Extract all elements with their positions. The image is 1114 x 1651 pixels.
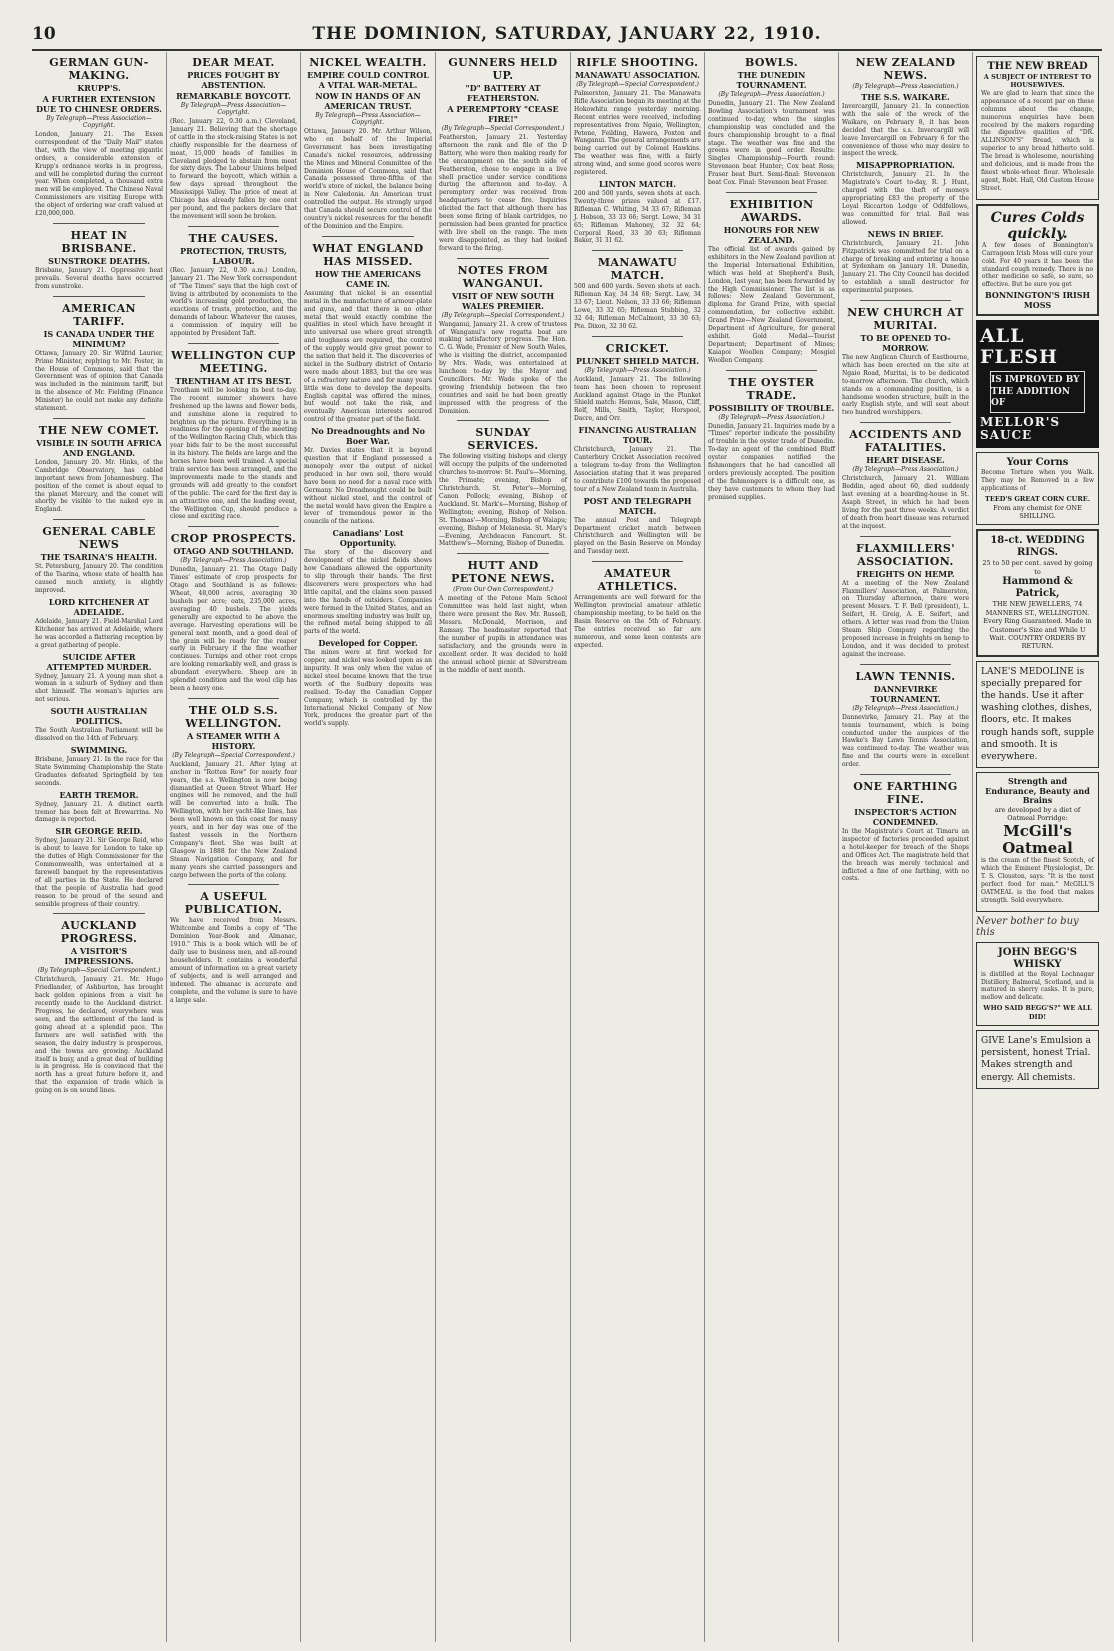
headline: NOTES FROM WANGANUI.	[457, 263, 549, 290]
headline: NEW CHURCH AT MURITAI.	[847, 306, 964, 333]
subheadline: VISIT OF NEW SOUTH WALES PREMIER.	[451, 290, 555, 311]
divider	[457, 258, 549, 259]
headline: CRICKET.	[605, 341, 670, 355]
ad-text: is distilled at the Royal Lochnagar Distillery, Balmoral, Scotland, and is matured in sherry casks. It is pure, mellow and delicate.	[981, 970, 1094, 1002]
headline: HEAT IN BRISBANE.	[61, 228, 137, 255]
article-body: Adelaide, January 21. Field-Marshal Lord Kitchener has arrived at Adelaide, where he was accorded a flattering reception by a great gathering of people.	[35, 617, 163, 649]
headline: GERMAN GUN-MAKING.	[49, 56, 149, 82]
ad-subtitle: A SUBJECT OF INTEREST TO HOUSEWIVES.	[983, 73, 1092, 90]
subheadline: HOW THE AMERICANS CAME IN.	[315, 268, 421, 289]
ad-slogan: WHO SAID BEGG'S?" WE ALL DID!	[983, 1004, 1092, 1021]
divider	[592, 336, 683, 337]
subheadline: MANAWATU ASSOCIATION.	[575, 70, 700, 80]
article-body: St. Petersburg, January 20. The condition of the Tsarina, whose state of health has caused much anxiety, is slightly improved.	[35, 563, 163, 594]
headline: THE NEW COMET.	[38, 423, 160, 437]
subheadline: FREIGHTS ON HEMP.	[856, 568, 955, 579]
byline: By Telegraph—Press Association—Copyright.	[180, 102, 287, 116]
article-body: Arrangements are well forward for the Wellington provincial amateur athletic championship meeting, to be held on the Basin Reserve on the 5th of February. The entries received so far are numerous, and some keen contests are expected.	[574, 594, 701, 649]
byline: (By Telegraph—Press Association.)	[852, 704, 959, 712]
subheadline: THE S.S. WAIKARE.	[861, 92, 950, 102]
headline: SUNDAY SERVICES.	[467, 426, 539, 453]
divider	[188, 526, 279, 527]
article-body: At a meeting of the New Zealand Flaxmillers' Association, at Palmerston, on Thursday afternoon, there were present Messrs. T. F. Bell (president), L. Seifert, H. Greig, A. E. Seifert, and others. A letter was read from the Union Steam Ship Company regarding the proposed increase in freights on hemp to London, and it was decided to protest against the increase.	[842, 579, 969, 658]
article-body: Christchurch, January 21. William Beddin, aged about 60, died suddenly last evening at a boarding-house in St. Asaph Street, in which he had been living for the past three weeks. A verdict of death from heart disease was returned at the inquest.	[842, 475, 969, 530]
ad-text: is the cream of the finest Scotch, of which the Eminent Physiologist, Dr. T. S. Clouston, says: "It is the most perfect food for man." McGILL'S OATMEAL is the food that makes strength. Sold everywhere.	[981, 857, 1094, 904]
headline: AMATEUR ATHLETICS.	[597, 567, 678, 594]
ad-mcgills-oatmeal	[976, 772, 1099, 912]
ad-word-all: ALL	[980, 325, 1025, 348]
divider	[53, 223, 145, 224]
divider	[188, 884, 279, 885]
headline: MANAWATU MATCH.	[597, 256, 678, 283]
column-5	[570, 52, 704, 1642]
ad-brand: MELLOR'S SAUCE	[980, 415, 1061, 443]
divider	[188, 343, 279, 344]
subheadline: A STEAMER WITH A HISTORY.	[187, 730, 280, 751]
article-body: Auckland, January 21. The following team has been chosen to represent Auckland against Otago in the Plunket Shield match: Hemus, Sale, Mason, Cliff, Relf, Mills, Smith, Taylor, Horspool, Dacre, and Orr.	[574, 375, 701, 423]
article-body: Ottawa, January 20. Sir Wilfrid Laurier, Prime Minister, replying to Mr. Foster, in the House of Commons, said that the Government was of opinion that Canada was included in the minimum tariff, but in the absence of Mr. Fielding (Finance Minister) he could not make any definite statement.	[35, 349, 163, 413]
subheadline: OTAGO AND SOUTHLAND.	[173, 546, 294, 557]
subheadline: KRUPP'S.	[77, 83, 121, 93]
divider	[726, 370, 817, 371]
article-body: Ottawa, January 20. Mr. Arthur Wilson, who on behalf of the Imperial Government has been investigating Canada's nickel resources, addressing the Mines and Mineral Committee of the Dominion House of Commons, said that Canada possessed three-fifths of the world's store of nickel, the balance being in New Caledonia. An American trust controlled the output. He strongly urged that Canada should secure control of the country's nickel resources for the benefit of the Dominion and the Empire.	[304, 128, 432, 230]
article-body: Dannevirke, January 21. Play at the tennis tournament, which is being conducted under the auspices of the Hawke's Bay Lawn Tennis Association, was continued to-day. The weather was fine and the courts were in excellent order.	[842, 713, 969, 769]
headline: HUTT AND PETONE NEWS.	[451, 559, 555, 586]
subheadline: INSPECTOR'S ACTION CONDEMNED.	[854, 807, 957, 828]
article-body: Featherston, January 21. Yesterday afternoon the rank and file of the D Battery, who were then making ready for the encampment on the south side of Featherston, chose to engage in a live shell practice under service conditions during the afternoon and to-day. A peremptory order was received from headquarters to cease fire. Inquiries elicited the fact that although there has been some firing of blank cartridges, no permission had been granted for practice with live shell on the range. The men were disappointed, as they had looked forward to the firing.	[439, 134, 567, 252]
article-body: The story of the discovery and development of the nickel fields shows how Canadians allowed the opportunity to slip through their hands. The first discoverers were prospectors who had little capital, and the claims soon passed into the hands of outsiders. Companies were formed in the United States, and an enormous smelting industry was built up, the refined metal being shipped to all parts of the world.	[304, 549, 432, 636]
article-body: Assuming that nickel is an essential metal in the manufacture of armour-plate and guns, and that there is no other metal that would exactly combine the qualities in steel which have brought it into universal use where great strength and toughness are required, the control of the supply would give great power to the nation that held it. The discoveries of nickel in the Sudbury district of Ontario were made about 1883, but the ore was of a refractory nature and for many years little was done to develop the deposits. English capital was offered the mines, but would not take the risk, and eventually American interests secured control of the greater part of the field.	[304, 289, 432, 424]
article-body: Trentham will be looking its best to-day. The recent summer showers have freshened up the lawns and flower beds, and sunshine alone is required to brighten up the picture. Everything is in readiness for the opening of the meeting of the Wellington Racing Club, which this year bids fair to be the most successful in its history. The fields are large and the horses have been well trained. A special train service has been arranged, and the improvements made to the stands and grounds will add greatly to the comfort of the public. The card for the first day is an attractive one, and the leading event, the Wellington Cup, should produce a close and exciting race.	[170, 386, 297, 521]
article-body: Dunedin, January 21. The New Zealand Bowling Association's tournament was continued to-day, when the singles championship was concluded and the fours championship brought to a final stage. The weather was fine and the greens were in good order. Results: Singles Championship—Fourth round: Stevenson beat Hunter; Cox beat Ross; Fraser beat Burt. Semi-final: Stevenson beat Cox. Final: Stevenson beat Fraser.	[708, 100, 835, 187]
headline: THE OLD S.S. WELLINGTON.	[185, 703, 282, 730]
divider	[860, 774, 951, 775]
column-2	[166, 52, 300, 1642]
byline: (By Telegraph—Special Correspondent.)	[441, 125, 565, 132]
subheadline: EARTH TREMOR.	[59, 789, 139, 800]
headline: FLAXMILLERS' ASSOCIATION.	[855, 541, 956, 568]
ad-bonnington-irish-moss	[976, 204, 1099, 317]
subheadline: HEART DISEASE.	[866, 455, 945, 466]
headline: DEAR MEAT.	[192, 56, 275, 69]
subheadline: REMARKABLE BOYCOTT.	[176, 91, 291, 101]
divider	[457, 420, 549, 421]
divider	[457, 553, 549, 554]
article-body: 200 and 500 yards, seven shots at each. Twenty-three prizes valued at £17. Rifleman C. Whiting, 34 33 67; Rifleman J. Hobson, 33 33 66; Sergt. Lowe, 34 31 65; Rifleman Mahoney, 32 32 64; Corporal Reed, 33 30 63; Rifleman Baker, 31 31 62.	[574, 189, 701, 245]
subheadline: DANNEVIRKE TOURNAMENT.	[870, 683, 941, 704]
subheadline: THE DUNEDIN TOURNAMENT.	[736, 70, 807, 90]
subheadline: EMPIRE COULD CONTROL A VITAL WAR-METAL.	[307, 70, 429, 90]
newspaper-title: THE DOMINION, SATURDAY, JANUARY 22, 1910.	[312, 24, 822, 44]
ad-text: IS IMPROVED BY THE ADDITION OF	[990, 371, 1085, 413]
byline: (By Telegraph—Special Correspondent.)	[37, 967, 161, 975]
ad-new-bread	[976, 56, 1099, 200]
subheadline: IS CANADA UNDER THE MINIMUM?	[43, 328, 155, 349]
subheadline: THE TSARINA'S HEALTH.	[40, 552, 158, 563]
article-body: Sydney, January 21. A distinct earth tremor has been felt at Brewarrina. No damage is reported.	[35, 800, 163, 824]
headline: BOWLS.	[745, 56, 798, 69]
subheadline: HONOURS FOR NEW ZEALAND.	[723, 224, 820, 245]
headline: GENERAL CABLE NEWS	[42, 525, 156, 552]
byline: (By Telegraph—Press Association.)	[852, 83, 959, 90]
byline: (By Telegraph—Press Association.)	[718, 91, 825, 98]
article-body: The mines were at first worked for copper, and nickel was looked upon as an impurity. It was only when the value of nickel steel became known that the true worth of the Sudbury deposits was realised. To-day the Canadian Copper Company, which is controlled by the International Nickel Company of New York, produces the greater part of the world's supply.	[304, 649, 432, 728]
ad-brand: BONNINGTON'S IRISH MOSS	[984, 290, 1091, 310]
ad-brand: TEED'S GREAT CORN CURE.	[985, 495, 1090, 504]
article-body: Wanganui, January 21. A crew of trustees of Wanganui's new regatta boat are making satisfactory progress. The Hon. C. G. Wade, Premier of New South Wales, who is visiting the district, accompanied by Mrs. Wade, was entertained at luncheon to-day by the Mayor and Councillors. Mr. Wade spoke of the growing friendship between the two countries and said he had been greatly impressed with the progress of the Dominion.	[439, 320, 567, 415]
headline: NEW ZEALAND NEWS.	[855, 56, 956, 82]
article-body: 500 and 600 yards. Seven shots at each. Rifleman Kay, 34 34 68; Sergt. Law, 34 33 67; Lieut. Nelson, 33 33 66; Rifleman Lowe, 33 32 65; Rifleman Stubbing, 32 32 64; Rifleman McCalmont, 33 30 63; Pte. Dixon, 32 30 62.	[574, 283, 701, 330]
page-number: 10	[32, 24, 56, 44]
ad-address: THE NEW JEWELLERS, 74 MANNERS ST., WELLINGTON.	[985, 600, 1090, 617]
headline: AUCKLAND PROGRESS.	[60, 919, 138, 946]
article-body: In the Magistrate's Court at Timaru an inspector of factories proceeded against a hotel-keeper for breach of the Shops and Offices Act. The magistrate held that the breach was merely technical and inflicted a fine of one farthing, with no costs.	[842, 828, 969, 883]
article-body: Christchurch, January 21. Mr. Hugo Friedlander, of Ashburton, has brought back golden opinions from a visit he recently made to the Auckland district. Progress, he declared, everywhere was seen, and the settlement of the land is going ahead at a splendid pace. The farmers are well satisfied with the season, the dairy industry is prosperous, and the towns are growing. Auckland itself is busy, and a great deal of building is in progress. He is convinced that the north has a great future before it, and that the expansion of trade which is going on is on sound lines.	[35, 976, 163, 1095]
article-body: Brisbane, January 21. In the race for the State Swimming Championship the State Graduates defeated Springfield by ten seconds.	[35, 755, 163, 787]
subheadline: VISIBLE IN SOUTH AFRICA AND ENGLAND.	[36, 437, 162, 458]
divider	[53, 913, 145, 914]
article-body: The South Australian Parliament will be dissolved on the 14th of February.	[35, 727, 163, 743]
byline: (By Telegraph—Press Association.)	[718, 413, 825, 421]
ad-title: Your Corns	[1006, 457, 1069, 469]
column-8-advertisements	[972, 52, 1102, 1642]
subheadline: Developed for Copper.	[318, 638, 418, 649]
article-body: Auckland, January 21. After lying at anchor in "Rotten Row" for nearly four years, the s.s. Wellington is now being dismantled at Queen Street Wharf. Her engines will be removed, and the hull will be converted into a hulk. The Wellington, with her yacht-like lines, has been well known on this coast for many years, and in her day was one of the fastest vessels in the Northern Company's fleet. She was built at Glasgow in 1888 for the New Zealand Steam Navigation Company, and for many years she carried passengers and cargo between the ports of the colony.	[170, 760, 297, 879]
article-body: Mr. Davies states that it is beyond question that if England possessed a monopoly over the output of nickel produced in her own soil, there would have been no need for a naval race with Germany. No Dreadnought could be built without nickel steel, and the control of the metal would have given the Empire a lever of tremendous power in the councils of the nations.	[304, 447, 432, 526]
page-columns	[32, 52, 1102, 1642]
ad-lanes-emulsion	[976, 1030, 1099, 1089]
ad-mellors-sauce	[976, 320, 1099, 448]
article-body: London, January 20. Mr. Hinks, of the Cambridge Observatory, has cabled important news from Johannesburg. The position of the comet is about equal to the planet Mercury, and the comet will shortly be visible to the naked eye in England.	[35, 458, 163, 514]
article-body: Brisbane, January 21. Oppressive heat prevails. Several deaths have occurred from sunstroke.	[35, 266, 163, 290]
divider	[322, 236, 414, 237]
article-body: (Rec. January 22, 0.30 a.m.) Cleveland, January 21. Believing that the shortage of cattle in the stock-raising States is not chiefly responsible for the dearness of meat, 15,000 heads of families in Cleveland pledged to abstain from meat for sixty days. The Labour Unions helped to forward the boycott, which within a few days spread throughout the Mississippi Valley. The price of meat at Chicago has already fallen by one cent per pound, and the packers declare that the movement will soon be broken.	[170, 118, 297, 220]
headline: ACCIDENTS AND FATALITIES.	[849, 428, 962, 455]
headline: WHAT ENGLAND HAS MISSED.	[312, 241, 424, 268]
ad-title: JOHN BEGG'S WHISKY	[998, 946, 1077, 970]
divider	[592, 250, 683, 251]
headline: THE OYSTER TRADE.	[728, 375, 815, 402]
divider	[53, 296, 145, 297]
article-body: Sydney, January 21. Sir George Reid, who is about to leave for London to take up the duties of High Commissioner for the Commonwealth, was entertained at a farewell banquet by the representatives of all parties in the State. He declared that the people of Australia had good reason to be proud of the sound and sensible progress of their country.	[35, 837, 163, 908]
subheadline: NOW IN HANDS OF AN AMERICAN TRUST.	[315, 91, 421, 111]
headline: AMERICAN TARIFF.	[62, 301, 136, 328]
subheadline: PLUNKET SHIELD MATCH.	[575, 355, 700, 366]
headline: THE CAUSES.	[188, 231, 279, 245]
article-body: Invercargill, January 21. In connection with the sale of the wreck of the Waikare, on February 8, it has been decided that the s.s. Invercargill will leave Invercargill on February 6 for the convenience of those who may desire to inspect the wreck.	[842, 103, 969, 158]
byline: By Telegraph—Press Association—Copyright.	[46, 115, 152, 129]
ad-extra: Every Ring Guaranteed. Made in Customer's Size and While U Wait. COUNTRY ORDERS BY RETURN.	[983, 617, 1092, 651]
byline: (By Telegraph—Special Correspondent.)	[576, 81, 699, 88]
ad-john-beggs-whisky	[976, 942, 1099, 1027]
subheadline: SUNSTROKE DEATHS.	[48, 255, 150, 266]
subheadline: POST AND TELEGRAPH MATCH.	[583, 495, 692, 516]
article-body: Sydney, January 21. A young man shot a woman in a suburb of Sydney and then shot himself. The woman's injuries are not serious.	[35, 672, 163, 704]
column-6	[704, 52, 838, 1642]
subheadline: LORD KITCHENER AT ADELAIDE.	[48, 596, 150, 617]
ad-text: GIVE Lane's Emulsion a persistent, honest Trial. Makes strength and energy. All chemists.	[981, 1036, 1091, 1083]
article-body: Christchurch, January 21. The Canterbury Cricket Association received a telegram to-day from the Wellington Association stating that it was prepared to contribute £100 towards the proposed tour of a New Zealand team in Australia.	[574, 446, 701, 493]
column-3	[300, 52, 435, 1642]
ad-brand: Hammond & Patrick,	[1002, 576, 1073, 600]
article-body: The following visiting bishops and clergy will occupy the pulpits of the undernoted churches to-morrow: St. Paul's—Morning, the Primate; evening, Bishop of Christchurch. St. Peter's—Morning, Canon Pollock; evening, Bishop of Auckland. St. Mark's—Morning, Bishop of Wellington; evening, Bishop of Nelson. St. Thomas'—Morning, Bishop of Waiapu; evening, Bishop of Melanesia. St. Mary's—Evening, Archdeacon Fancourt. St. Matthew's—Morning, Bishop of Dunedin.	[439, 453, 567, 548]
column-7	[838, 52, 972, 1642]
divider	[592, 561, 683, 562]
headline: WELLINGTON CUP MEETING.	[171, 348, 296, 375]
ad-title: Strength and Endurance, Beauty and Brains	[985, 776, 1090, 806]
subheadline: SOUTH AUSTRALIAN POLITICS.	[50, 706, 148, 727]
divider	[860, 664, 951, 665]
subheadline: POSSIBILITY OF TROUBLE.	[708, 402, 835, 413]
ad-word-flesh: FLESH	[980, 346, 1059, 369]
subheadline: SUICIDE AFTER ATTEMPTED MURDER.	[46, 651, 152, 672]
masthead-rule	[32, 49, 1102, 51]
ad-text: Become Torture when you Walk. They may be Removed in a few applications of	[981, 469, 1094, 493]
byline: By Telegraph—Press Association—Copyright.	[315, 112, 421, 126]
subheadline: PRICES FOUGHT BY ABSTENTION.	[187, 70, 280, 90]
subheadline: PROTECTION, TRUSTS, LABOUR.	[180, 245, 287, 266]
subheadline: LINTON MATCH.	[599, 178, 676, 189]
column-1	[32, 52, 166, 1642]
article-body: Christchurch, January 21. John Fitzpatrick was committed for trial on a charge of breaking and entering a house at Sydenham on January 18. Dunedin, January 21. The City Council has decided to establish a small destructor for experimental purposes.	[842, 239, 969, 295]
divider	[726, 192, 817, 193]
subheadline: A FURTHER EXTENSION DUE TO CHINESE ORDERS.	[36, 94, 162, 114]
byline: (By Telegraph—Special Correspondent.)	[172, 751, 295, 759]
byline: (By Telegraph—Press Association.)	[852, 466, 959, 474]
byline: (By Telegraph—Special Correspondent.)	[441, 311, 565, 319]
ad-corn-cure	[976, 452, 1099, 525]
ad-text: LANE'S MEDOLINE is specially prepared for the hands. Use it after washing clothes, dishes, floors, etc. It makes rough hands soft, supple and smooth. It is everywhere.	[981, 666, 1094, 762]
article-body: The annual Post and Telegraph Department cricket match between Christchurch and Wellington will be played on the Basin Reserve on Monday and Tuesday next.	[574, 516, 701, 556]
subheadline: Canadians' Lost Opportunity.	[332, 528, 404, 549]
handwritten-note: Never bother to buy this	[976, 915, 1079, 938]
ad-text: A few doses of Bonnington's Carrageen Irish Moss will cure your cold. For 40 years it has been the standard cough remedy. There is no other medicine so safe, so sure, so effective. But be sure you get	[982, 241, 1093, 289]
byline: (From Our Own Correspondent.)	[453, 586, 553, 594]
article-body: Palmerston, January 21. The Manawatu Rifle Association began its meeting at the Hokowhitu range yesterday morning. Recent entries were received, including representatives from Ngaio, Wellington, Petone, Feilding, Hawera, Foxton and Wanganui. The general arrangements are being carried out by Colonel Hawkins. The weather was fine, with a fairly strong wind, and some good scores were registered.	[574, 90, 702, 177]
divider	[860, 422, 951, 423]
subheadline: SIR GEORGE REID.	[55, 826, 143, 837]
article-body: London, January 21. The Essen correspondent of the "Daily Mail" states that, with the view of meeting gigantic orders, a considerable extension of Krupp's ordnance works is in progress, and will be completed during the current year. When completed, a thousand extra men will be employed. The Chinese Naval Commissioners are visiting Europe with the object of ordering war craft valued at £20,000,000.	[35, 131, 163, 218]
subheadline: No Dreadnoughts and No Boer War.	[311, 426, 425, 447]
subheadline: TO BE OPENED TO-MORROW.	[860, 333, 951, 354]
headline: GUNNERS HELD UP.	[448, 56, 558, 82]
divider	[188, 698, 279, 699]
subheadline: NEWS IN BRIEF.	[867, 228, 944, 239]
ad-title: Cures Colds quickly.	[990, 209, 1085, 242]
subheadline: MISAPPROPRIATION.	[856, 160, 955, 171]
byline: (By Telegraph—Press Association.)	[584, 366, 691, 374]
ad-subtitle: are developed by a diet of Oatmeal Porridge:	[994, 805, 1081, 823]
article-body: (Rec. January 22, 0.30 a.m.) London, January 21. The New York correspondent of "The Times" says that the high cost of living is attributed by economists to the world's increasing gold production, the exactions of trusts, protection, and the demands of labour. Whatever the causes, a commission of inquiry will be appointed by President Taft.	[170, 266, 297, 338]
article-body: The official list of awards gained by exhibitors in the New Zealand pavilion at the Imperial International Exhibition, which was held at Shepherd's Bush, London, last year, has been forwarded by the High Commissioner. The list is as follows: New Zealand Government, diploma for Grand Prize, with special commendation, for collective exhibit. Grand Prize—New Zealand Government, Department of Agriculture, for general exhibit. Gold Medal—Tourist Department; Department of Mines; Kaiapoi Woollen Company; Mosgiel Woollen Company.	[708, 245, 835, 364]
subheadline: FINANCING AUSTRALIAN TOUR.	[578, 425, 697, 446]
ad-price: From any chemist for ONE SHILLING.	[993, 503, 1082, 520]
headline: ONE FARTHING FINE.	[853, 780, 958, 807]
headline: LAWN TENNIS.	[855, 669, 956, 683]
headline: CROP PROSPECTS.	[170, 532, 297, 546]
divider	[188, 226, 279, 227]
subheadline: TRENTHAM AT ITS BEST.	[175, 375, 292, 386]
ad-title: 18-ct. WEDDING RINGS.	[990, 535, 1085, 559]
article-body: The new Anglican Church of Eastbourne, which has been erected on the site at Ngaio Road, Muritai, is to be dedicated to-morrow afternoon. The church, which stands on a commanding position, is a handsome wooden structure, built in the early English style, and will seat about two hundred worshippers.	[842, 354, 969, 417]
headline: A USEFUL PUBLICATION.	[184, 890, 283, 917]
masthead	[32, 20, 1102, 50]
headline: NICKEL WEALTH.	[309, 56, 427, 69]
ad-text: We are glad to learn that since the appearance of a recent par on these columns about the change, numerous enquiries have been received by the makers regarding the digestive qualities of "DR. ALLINSON'S" Bread, which is superior to any bread hitherto sold. The bread is wholesome, nourishing and delicious, and is made from the finest whole-wheat flour. Wholesale agent, Robt. Hall, Old Custom House Street.	[981, 89, 1094, 192]
byline: (By Telegraph—Press Association.)	[180, 557, 287, 565]
subheadline: "D" BATTERY AT FEATHERSTON.	[465, 83, 541, 103]
article-body: Dunedin, January 21. The Otago Daily Times' estimate of crop prospects for Otago and Southland is as follows: Wheat, 48,000 acres, averaging 30 bushels per acre; oats, 235,000 acres, averaging 40 bushels. The yields generally are expected to be above the average. Harvesting operations will be general next month, and a good deal of the grain will be ready for the reaper early in February if the fine weather continues. Turnips and other root crops are looking remarkably well, and grass is abundant everywhere. Sheep are in splendid condition and the wool clip has been a heavy one.	[170, 566, 297, 692]
subheadline: A PEREMPTORY "CEASE FIRE!"	[447, 104, 559, 124]
ad-text: 25 to 50 per cent. saved by going to	[982, 559, 1093, 576]
subheadline: A VISITOR'S IMPRESSIONS.	[64, 946, 134, 967]
article-body: A meeting of the Petone Main School Committee was held last night, when there were present the Rev. Mr. Russell, Messrs. McDonald, Morrison, and Ramsay. The headmaster reported that the number of pupils in attendance was satisfactory, and the grounds were in excellent order. It was decided to hold the annual school picnic at Silverstream in the middle of next month.	[439, 595, 567, 674]
headline: RIFLE SHOOTING.	[576, 56, 699, 69]
divider	[53, 418, 145, 419]
subheadline: SWIMMING.	[70, 744, 128, 755]
ad-brand: McGill's Oatmeal	[1002, 821, 1073, 857]
divider	[860, 536, 951, 537]
ad-title: THE NEW BREAD	[987, 61, 1088, 72]
article-body: Dunedin, January 21. Inquiries made by a "Times" reporter indicate the possibility of trouble in the oyster trade of Dunedin. To-day an agent of the combined Bluff oyster companies notified the fishmongers that he had cancelled all orders previously accepted. The position of the fishmongers is a difficult one, as they have customers to whom they had promised supplies.	[708, 422, 835, 501]
article-body: We have received from Messrs. Whitcombe and Tombs a copy of "The Dominion Year-Book and Almanac, 1910." This is a book which will be of daily use to business men, and all-round householders. It contains a wonderful amount of information on a great variety of subjects, and is well arranged and indexed. The almanac is accurate and complete, and the volume is sure to have a large sale.	[170, 917, 297, 1004]
divider	[860, 300, 951, 301]
ad-lanes-medoline	[976, 661, 1099, 768]
column-4	[435, 52, 570, 1642]
article-body: Christchurch, January 21. In the Magistrate's Court to-day, R. J. Hunt, charged with the theft of moneys appropriating £83 the property of the Loyal Riccarton Lodge of Oddfellows, was committed for trial. Bail was allowed.	[842, 171, 969, 226]
ad-wedding-rings	[976, 529, 1099, 657]
headline: EXHIBITION AWARDS.	[729, 197, 814, 224]
divider	[53, 519, 145, 520]
